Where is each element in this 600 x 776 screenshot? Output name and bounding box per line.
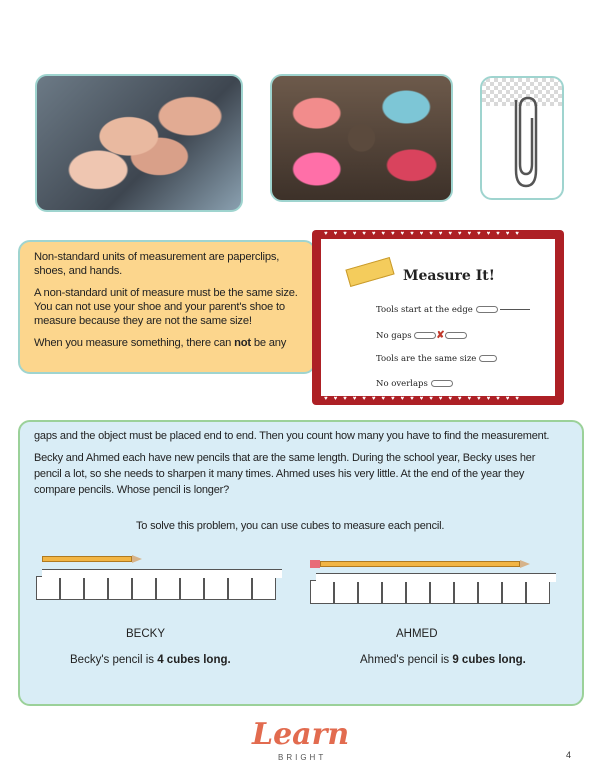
paperclip-icon (476, 306, 498, 313)
cube (204, 576, 228, 600)
paperclip-photo (480, 76, 564, 200)
paperclip-icon (445, 332, 467, 339)
becky-label: BECKY (126, 628, 165, 640)
cube (430, 580, 454, 604)
ahmed-pencil (320, 561, 520, 567)
intro-p3: When you measure something, there can not be any (34, 337, 287, 349)
ahmed-result: Ahmed's pencil is 9 cubes long. (360, 654, 526, 666)
cube (406, 580, 430, 604)
cube (478, 580, 502, 604)
rule-row-4: No overlaps (376, 379, 453, 389)
intro-text-box (18, 240, 316, 374)
cube (358, 580, 382, 604)
cube (36, 576, 60, 600)
cube-top-edge (42, 569, 282, 578)
cube (382, 580, 406, 604)
paperclip-icon (482, 78, 564, 200)
measure-it-card: ♥♥♥♥♥♥♥♥♥♥♥♥♥♥♥♥♥♥♥♥♥ ♥♥♥♥♥♥♥♥♥♥♥♥♥♥♥♥♥♥♥♥♥ Measure It! Tools start at the edge No gaps ✘ Tools are the same size No overlaps (312, 230, 564, 405)
x-mark-icon: ✘ (436, 330, 445, 341)
ahmed-label: AHMED (396, 628, 438, 640)
paperclip-icon (431, 380, 453, 387)
paperclip-icon (479, 355, 497, 362)
cube (310, 580, 334, 604)
intro-p1: Non-standard units of measurement are paperclips, shoes, and hands. (34, 251, 280, 277)
page-number: 4 (566, 750, 572, 760)
logo-subtitle: BRIGHT (278, 753, 327, 762)
cube (156, 576, 180, 600)
hands-photo (35, 74, 243, 212)
rule-row-3: Tools are the same size (376, 354, 497, 364)
pencil-tip-icon (520, 560, 530, 568)
eraser-icon (310, 560, 320, 568)
learn-bright-logo: Learn (252, 717, 350, 752)
cube (526, 580, 550, 604)
cube (502, 580, 526, 604)
ruler-icon (345, 257, 394, 287)
cube (132, 576, 156, 600)
story-paragraph: Becky and Ahmed each have new pencils that are the same length. During the school year, Becky uses her pencil a lot, so she needs to sharpen it many times. Ahmed uses his very little. At the end of the year they compare pencils. Whose pencil is longer? (34, 452, 536, 496)
cube (108, 576, 132, 600)
becky-result: Becky's pencil is 4 cubes long. (70, 654, 231, 666)
rule-row-1: Tools start at the edge (376, 305, 530, 315)
pencil-tip-icon (132, 555, 142, 563)
shoes-photo (270, 74, 453, 202)
paperclip-icon (414, 332, 436, 339)
cube (454, 580, 478, 604)
story-line1: gaps and the object must be placed end to end. Then you count how many you have to find the measurement. (34, 430, 550, 442)
story-box (18, 420, 584, 706)
cube (180, 576, 204, 600)
intro-p2: A non-standard unit of measure must be the same size. You can not use your shoe and your parent's shoe to measure because they are not the same size! (34, 287, 298, 327)
cube (334, 580, 358, 604)
becky-pencil (42, 556, 132, 562)
cube (252, 576, 276, 600)
cube-top-edge (316, 573, 556, 582)
cube (60, 576, 84, 600)
rule-row-2: No gaps ✘ (376, 330, 467, 341)
solve-text: To solve this problem, you can use cubes to measure each pencil. (136, 520, 445, 532)
cube (228, 576, 252, 600)
cube (84, 576, 108, 600)
measure-card-title: Measure It! (403, 268, 495, 284)
